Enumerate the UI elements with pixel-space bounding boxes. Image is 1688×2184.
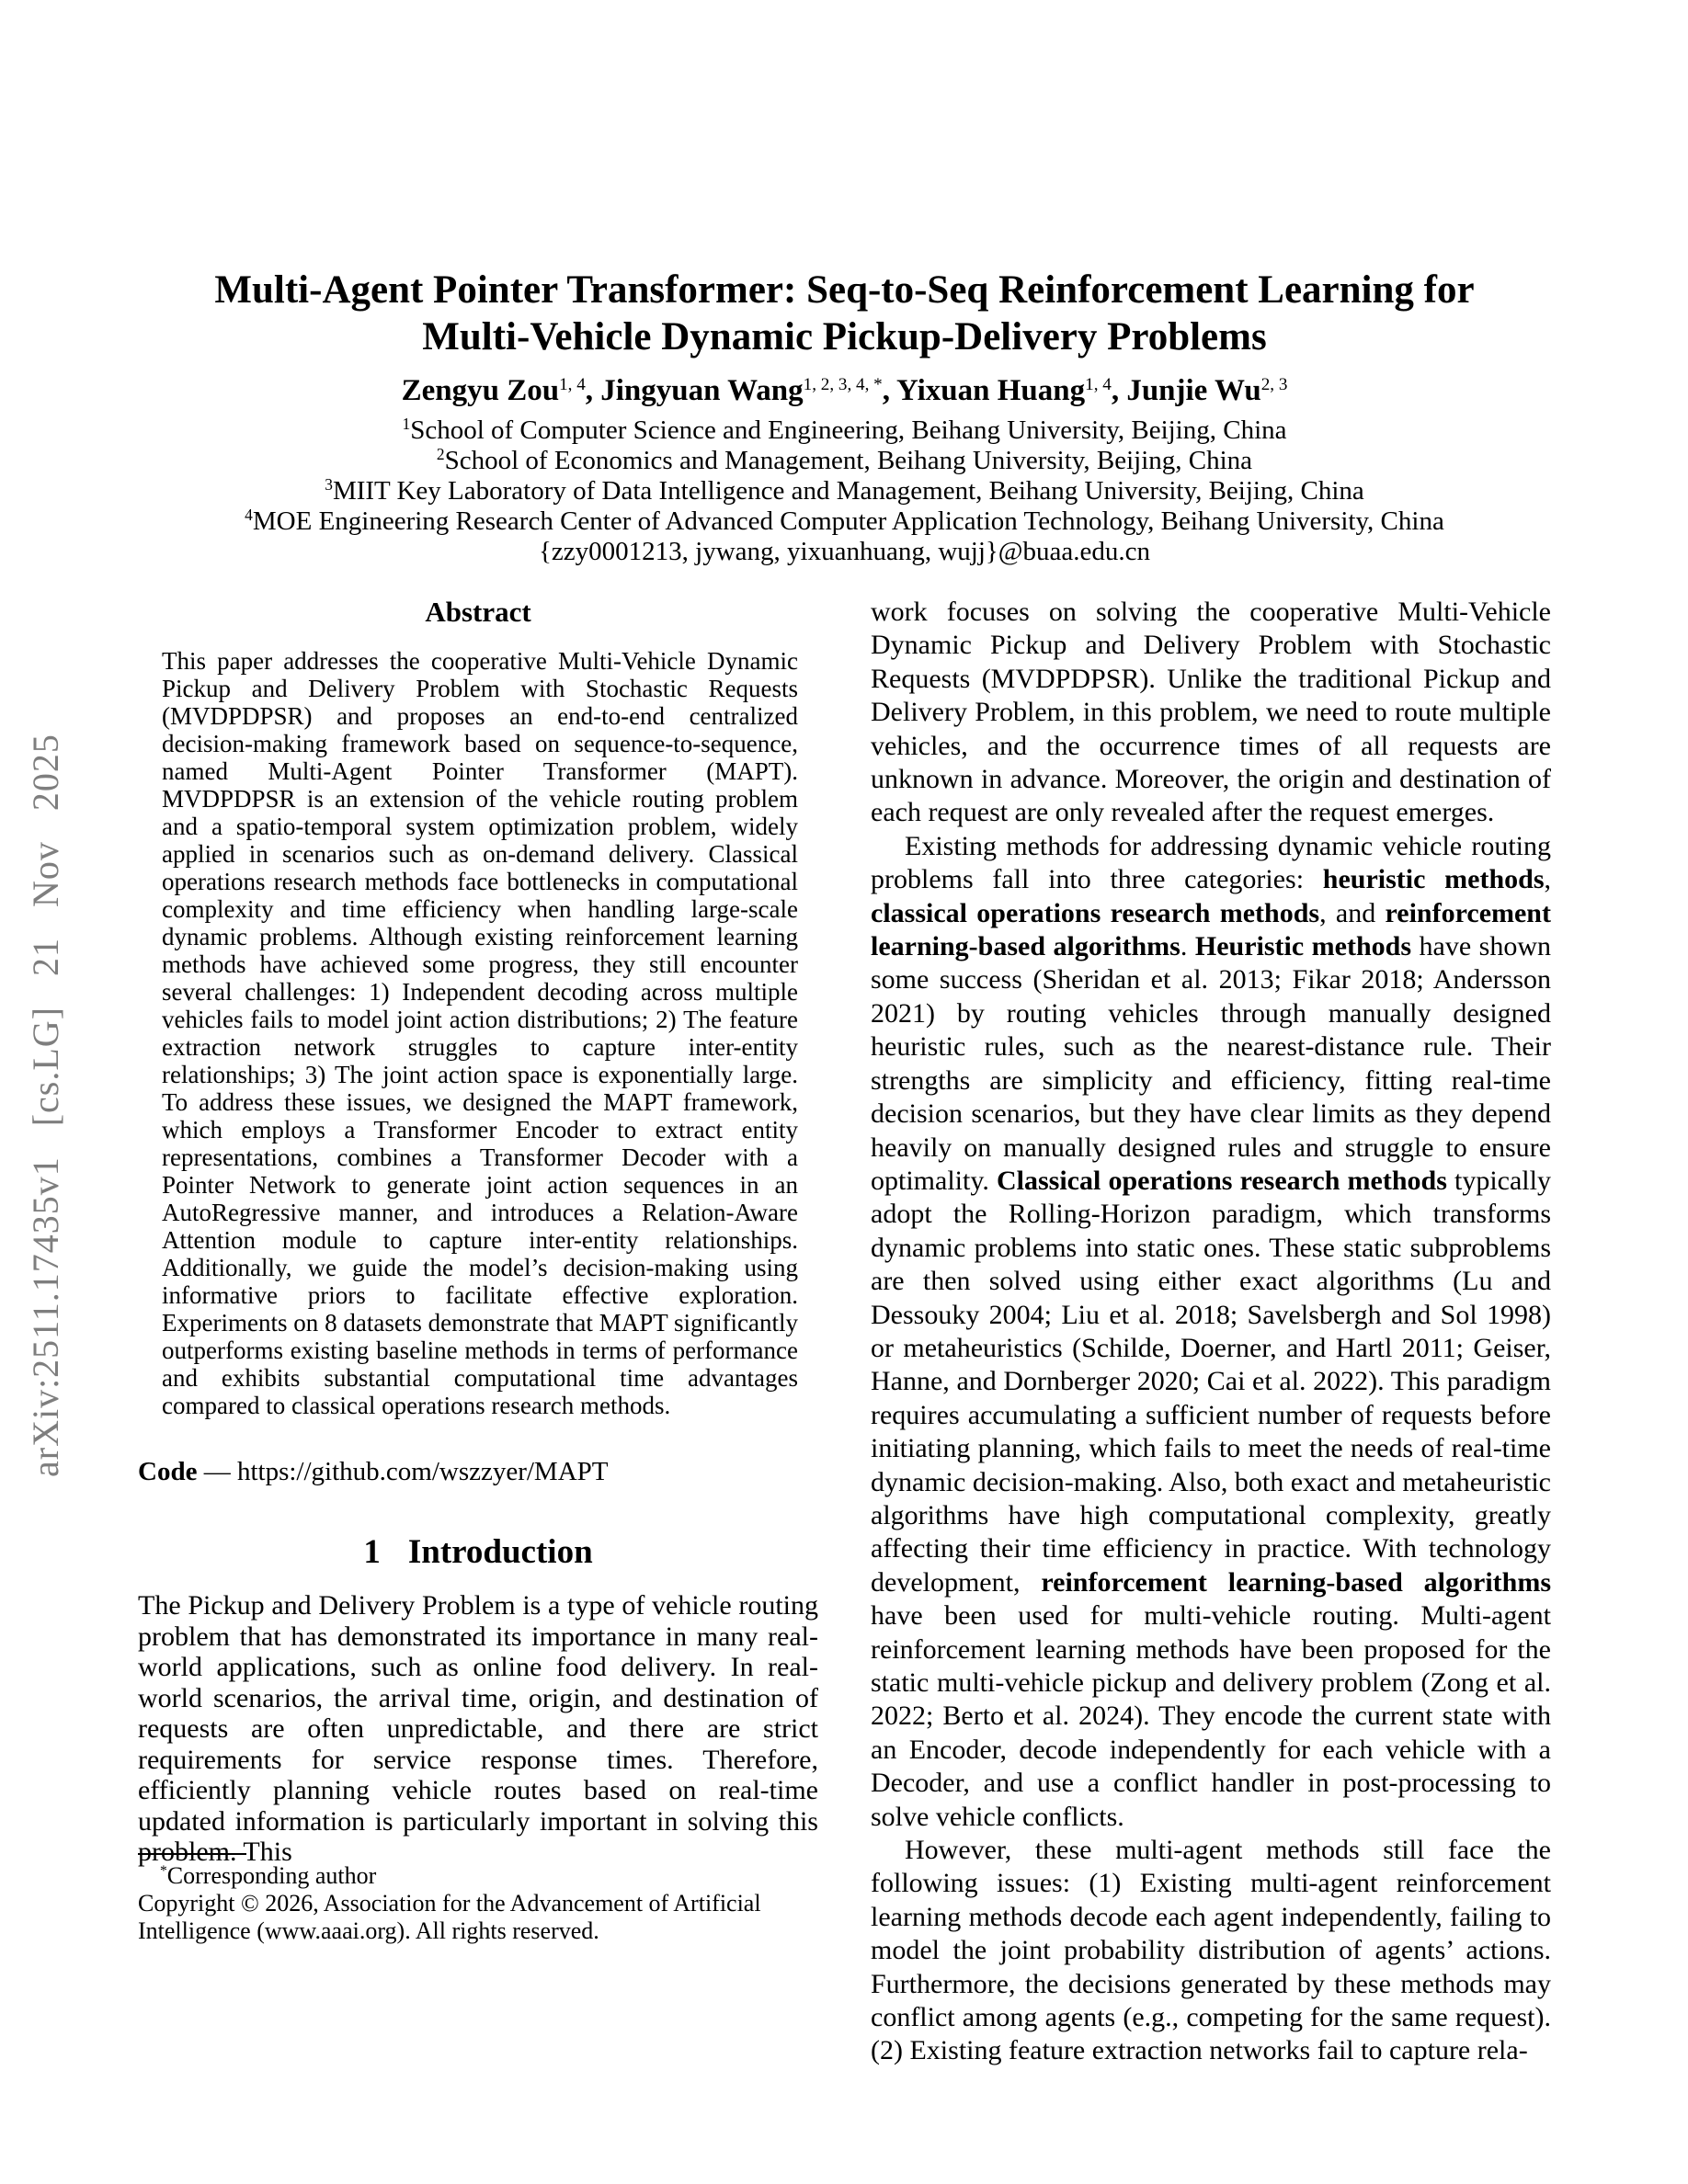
email-line: {zzy0001213, jywang, yixuanhuang, wujj}@buaa.edu.cn	[538, 537, 1150, 566]
footnote-marker: *	[160, 1863, 167, 1880]
affiliation-text-2: School of Economics and Management, Beihang University, Beijing, China	[444, 446, 1253, 475]
affiliation-text-1: School of Computer Science and Engineering, Beihang University, Beijing, China	[410, 415, 1287, 445]
two-column-body	[138, 596, 1552, 2066]
affiliation-superscript-1: 1	[402, 415, 411, 434]
footnote-corresponding-text: Corresponding author	[166, 1862, 377, 1889]
code-line	[138, 1456, 818, 1487]
affiliation-superscript-4: 4	[245, 506, 253, 525]
author-name-1: Zengyu Zou	[401, 374, 560, 407]
author-superscript-2: 1, 2, 3, 4, *	[803, 375, 883, 395]
code-separator: —	[197, 1457, 237, 1486]
affiliation-line-1	[138, 415, 1551, 446]
body-paragraph-3: However, these multi-agent methods still face the following issues: (1) Existing multi-agent reinforcement learning methods decode each agent independently, failing to model the joint probability distribution of agents’ actions. Furthermore, the decisions generated by these methods may conflict among agents (e.g., competing for the same request). (2) Existing feature extraction networks fail to capture rela-	[871, 1835, 1551, 2066]
author-separator-2: ,	[882, 374, 897, 407]
section-title: Introduction	[407, 1533, 593, 1571]
affiliation-superscript-2: 2	[436, 445, 445, 464]
arxiv-watermark: arXiv:2511.17435v1 [cs.LG] 21 Nov 2025	[25, 734, 66, 1477]
paper-title-line-1: Multi-Agent Pointer Transformer: Seq-to-Seq Reinforcement Learning for	[214, 268, 1475, 312]
footnote-copyright: Copyright © 2026, Association for the Advancement of Artificial Intelligence (www.aaai.org). All rights reserved.	[138, 1890, 761, 1944]
body-paragraph-1: work focuses on solving the cooperative Multi-Vehicle Dynamic Pickup and Delivery Problem with Stochastic Requests (MVDPDPSR). Unlike the traditional Pickup and Delivery Problem, in this problem, we need to route multiple vehicles, and the occurrence times of all requests are unknown in advance. Moreover, the origin and destination of each request are only revealed after the request emerges.	[871, 597, 1551, 828]
paper-title-line-2: Multi-Vehicle Dynamic Pickup-Delivery Problems	[422, 315, 1267, 358]
affiliation-line-2	[138, 446, 1551, 476]
footnote-rule	[138, 1853, 246, 1855]
code-label: Code	[138, 1457, 198, 1486]
intro-paragraph: The Pickup and Delivery Problem is a type of vehicle routing problem that has demonstrated its importance in many real-world applications, such as online food delivery. In real-world scenarios, the arrival time, origin, and destination of requests are often unpredictable, and there are strict requirements for service response times. Therefore, efficiently planning vehicle routes based on real-time updated information is particularly important in solving this problem. This	[138, 1590, 818, 1867]
right-column	[871, 596, 1552, 2066]
author-name-2: Jingyuan Wang	[600, 374, 804, 407]
author-superscript-4: 2, 3	[1260, 375, 1288, 395]
body-paragraph-2: Existing methods for addressing dynamic vehicle routing problems fall into three categories: heuristic methods, classical operations research methods, and reinforcement learning-based algorithms. Heuristic methods have shown some success (Sheridan et al. 2013; Fikar 2018; Andersson 2021) by routing vehicles through manually designed heuristic rules, such as the nearest-distance rule. Their strengths are simplicity and efficiency, fitting real-time decision scenarios, but they have clear limits as they depend heavily on manually designed rules and struggle to ensure optimality. Classical operations research methods typically adopt the Rolling-Horizon paradigm, which transforms dynamic problems into static ones. These static subproblems are then solved using either exact algorithms (Lu and Dessouky 2004; Liu et al. 2018; Savelsbergh and Sol 1998) or metaheuristics (Schilde, Doerner, and Hartl 2011; Geiser, Hanne, and Dornberger 2020; Cai et al. 2022). This paradigm requires accumulating a sufficient number of requests before initiating planning, which fails to meet the needs of real-time dynamic decision-making. Also, both exact and metaheuristic algorithms have high computational complexity, greatly affecting their time efficiency in practice. With technology development, reinforcement learning-based algorithms have been used for multi-vehicle routing. Multi-agent reinforcement learning methods have been proposed for the static multi-vehicle pickup and delivery problem (Zong et al. 2022; Berto et al. 2024). They encode the current state with an Encoder, decode independently for each vehicle with a Decoder, and use a conflict handler in post-processing to solve vehicle conflicts.	[871, 830, 1552, 1832]
authors-line	[138, 373, 1551, 408]
abstract-text: This paper addresses the cooperative Multi-Vehicle Dynamic Pickup and Delivery Problem with Stochastic Requests (MVDPDPSR) and proposes an end-to-end centralized decision-making framework based on sequence-to-sequence, named Multi-Agent Pointer Transformer (MAPT). MVDPDPSR is an extension of the vehicle routing problem and a spatio-temporal system optimization problem, widely applied in scenarios such as on-demand delivery. Classical operations research methods face bottlenecks in computational complexity and time efficiency when handling large-scale dynamic problems. Although existing reinforcement learning methods have achieved some progress, they still encounter several challenges: 1) Independent decoding across multiple vehicles fails to model joint action distributions; 2) The feature extraction network struggles to capture inter-entity relationships; 3) The joint action space is exponentially large. To address these issues, we designed the MAPT framework, which employs a Transformer Encoder to extract entity representations, combines a Transformer Decoder with a Pointer Network to generate joint action sequences in an AutoRegressive manner, and introduces a Relation-Aware Attention module to capture inter-entity relationships. Additionally, we guide the model’s decision-making using informative priors to facilitate effective exploration. Experiments on 8 datasets demonstrate that MAPT significantly outperforms existing baseline methods in terms of performance and exhibits substantial computational time advantages compared to classical operations research methods.	[162, 647, 798, 1419]
left-column	[138, 596, 818, 1993]
paper-header	[138, 267, 1551, 567]
affiliation-superscript-3: 3	[325, 475, 333, 495]
author-superscript-1: 1, 4	[559, 375, 586, 395]
footnote-corresponding-author	[138, 1862, 818, 1890]
paper-title	[138, 267, 1551, 360]
author-name-3: Yixuan Huang	[896, 374, 1086, 407]
author-separator-1: ,	[585, 374, 601, 407]
section-heading-introduction	[138, 1533, 818, 1572]
author-name-4: Junjie Wu	[1126, 374, 1261, 407]
abstract-heading: Abstract	[425, 596, 531, 628]
affiliations-block	[138, 415, 1551, 567]
author-separator-3: ,	[1111, 374, 1127, 407]
code-url-link[interactable]: https://github.com/wszzyer/MAPT	[236, 1457, 609, 1486]
section-number: 1	[363, 1533, 381, 1571]
footnote-block	[138, 1853, 818, 1945]
author-superscript-3: 1, 4	[1085, 375, 1112, 395]
affiliation-text-3: MIIT Key Laboratory of Data Intelligence and Management, Beihang University, Beijing, China	[332, 476, 1364, 506]
affiliation-line-4	[138, 506, 1551, 537]
affiliation-text-4: MOE Engineering Research Center of Advanced Computer Application Technology, Beihang University, China	[252, 506, 1444, 536]
affiliation-line-3	[138, 476, 1551, 506]
